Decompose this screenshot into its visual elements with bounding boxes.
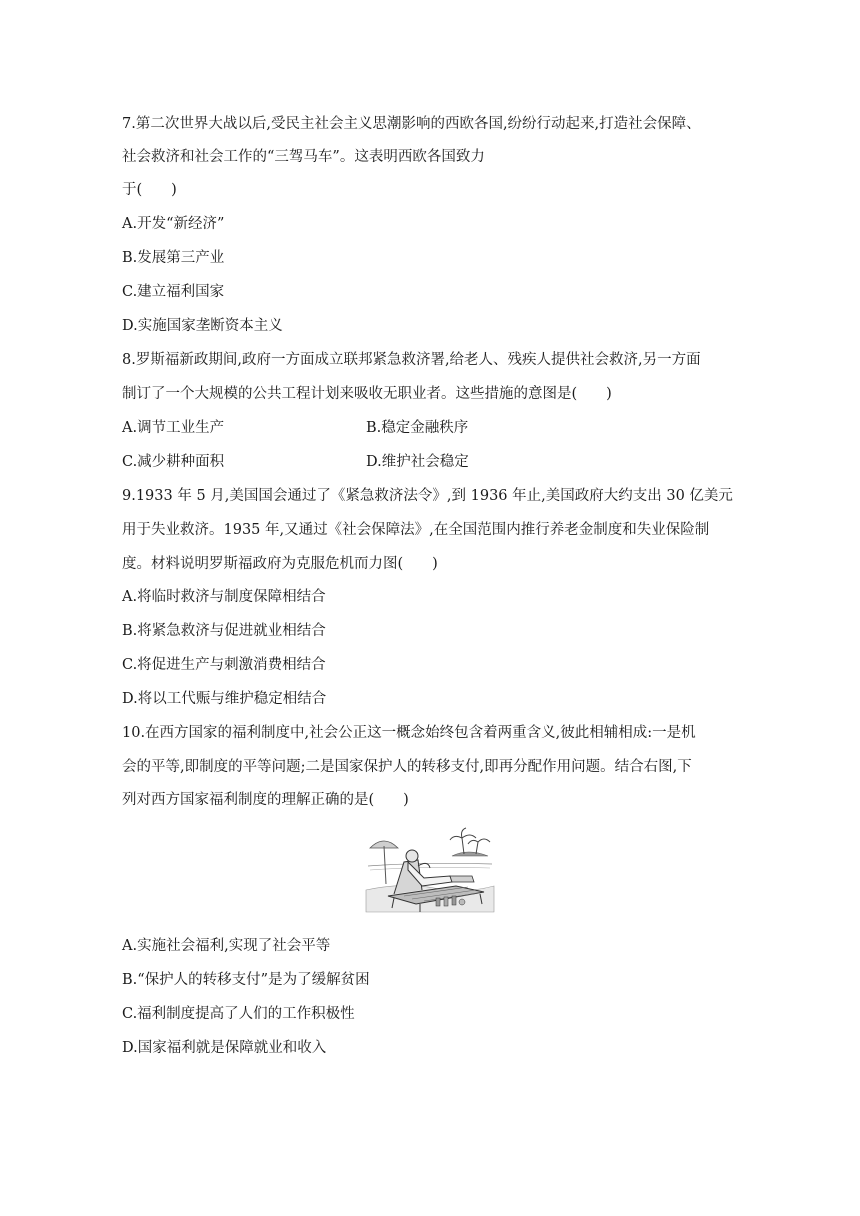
q8-stem-line-1: 8.罗斯福新政期间,政府一方面成立联邦紧急救济署,给老人、残疾人提供社会救济,另一方面 xyxy=(122,352,701,368)
q10-option-a: A.实施社会福利,实现了社会平等 xyxy=(122,938,331,954)
q7-option-d: D.实施国家垄断资本主义 xyxy=(122,318,283,334)
q9-option-b: B.将紧急救济与促进就业相结合 xyxy=(122,623,326,639)
q10-option-c: C.福利制度提高了人们的工作积极性 xyxy=(122,1006,355,1022)
q8-option-b: B.稳定金融秩序 xyxy=(366,420,469,436)
q7-stem-line-2: 社会救济和社会工作的“三驾马车”。这表明西欧各国致力 xyxy=(122,149,485,165)
q10-option-d: D.国家福利就是保障就业和收入 xyxy=(122,1040,327,1056)
q9-option-a: A.将临时救济与制度保障相结合 xyxy=(122,589,326,605)
q7-option-b: B.发展第三产业 xyxy=(122,250,225,266)
q10-stem-line-1: 10.在西方国家的福利制度中,社会公正这一概念始终包含着两重含义,彼此相辅相成:一是机 xyxy=(122,725,696,741)
q9-option-d: D.将以工代赈与维护稳定相结合 xyxy=(122,691,327,707)
q8-stem-line-2: 制订了一个大规模的公共工程计划来吸收无职业者。这些措施的意图是( ) xyxy=(122,386,612,402)
beach-lounger-illustration xyxy=(364,826,496,914)
q7-stem-line-3: 于( ) xyxy=(122,182,177,198)
q7-option-c: C.建立福利国家 xyxy=(122,284,225,300)
q9-stem-line-1: 9.1933 年 5 月,美国国会通过了《紧急救济法令》,到 1936 年止,美国政府大约支出 30 亿美元 xyxy=(122,488,733,504)
q7-stem-line-1: 7.第二次世界大战以后,受民主社会主义思潮影响的西欧各国,纷纷行动起来,打造社会保障、 xyxy=(122,116,701,132)
q10-stem-line-2: 会的平等,即制度的平等问题;二是国家保护人的转移支付,即再分配作用问题。结合右图,下 xyxy=(122,759,692,775)
q9-stem-line-3: 度。材料说明罗斯福政府为克服危机而力图( ) xyxy=(122,556,438,572)
q7-option-a: A.开发“新经济” xyxy=(122,216,225,232)
q8-option-c: C.减少耕种面积 xyxy=(122,454,225,470)
q10-stem-line-3: 列对西方国家福利制度的理解正确的是( ) xyxy=(122,792,409,808)
q9-stem-line-2: 用于失业救济。1935 年,又通过《社会保障法》,在全国范围内推行养老金制度和失业保险制 xyxy=(122,522,710,538)
q8-option-d: D.维护社会稳定 xyxy=(366,454,469,470)
q10-option-b: B.“保护人的转移支付”是为了缓解贫困 xyxy=(122,972,370,988)
q9-option-c: C.将促进生产与刺激消费相结合 xyxy=(122,657,326,673)
q8-option-a: A.调节工业生产 xyxy=(122,420,225,436)
